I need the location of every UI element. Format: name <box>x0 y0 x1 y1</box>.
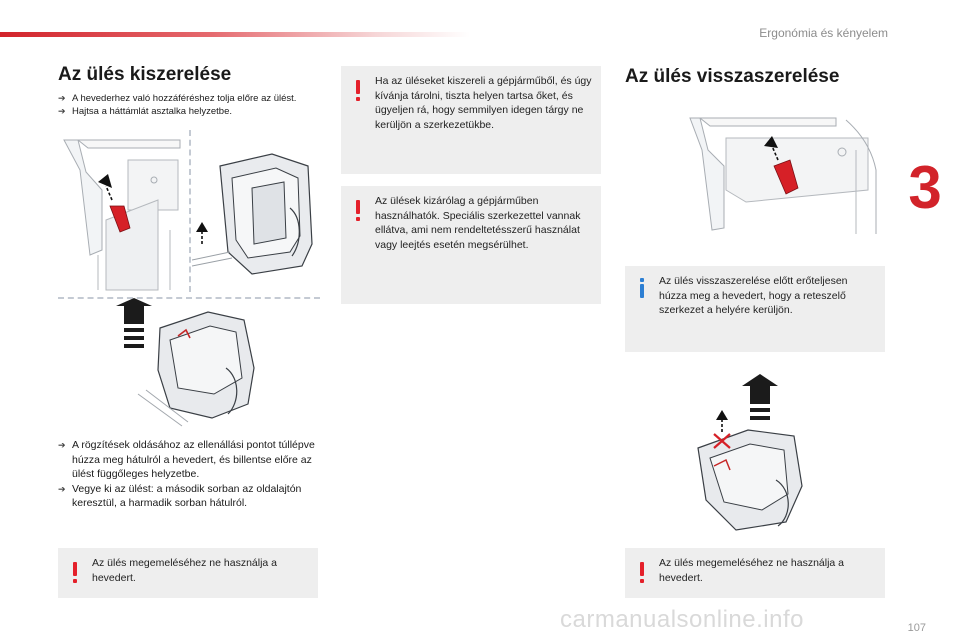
bullet-arrow-icon: ➔ <box>58 483 66 494</box>
warning-box-left <box>58 548 318 598</box>
floor-latch-illustration <box>58 130 186 295</box>
info-box-refit <box>625 266 885 352</box>
info-icon <box>639 278 645 300</box>
bullet-text: A hevederhez való hozzáféréshez tolja előre az ülést. <box>72 93 297 104</box>
bullet-arrow-icon: ➔ <box>58 93 66 103</box>
chapter-number: 3 <box>908 154 942 221</box>
warning-exclamation-icon <box>639 562 645 584</box>
section-title: Ergonómia és kényelem <box>759 26 888 40</box>
watermark: carmanualsonline.info <box>560 606 804 633</box>
removal-steps <box>58 438 320 511</box>
list-item <box>58 438 320 482</box>
warning-exclamation-icon <box>355 200 361 222</box>
refit-seat-illustration <box>690 370 840 534</box>
warning-text: Az ülés megemeléséhez ne használja a hevedert. <box>92 557 278 584</box>
removal-bullets <box>58 92 328 118</box>
page-number: 107 <box>907 622 926 634</box>
warning-text: Az ülés megemeléséhez ne használja a hevedert. <box>659 557 845 584</box>
step-text: A rögzítések oldásához az ellenállási pontot túllépve húzza meg hátulról a hevedert, és billentse előre az ülést függőleges helyzetbe. <box>72 439 315 480</box>
warning-exclamation-icon <box>72 562 78 584</box>
divider-vertical <box>189 130 191 292</box>
list-item <box>58 482 320 511</box>
seat-lift-illustration <box>108 298 276 430</box>
refit-title: Az ülés visszaszerelése <box>625 66 840 87</box>
list-item <box>58 105 328 118</box>
bullet-arrow-icon: ➔ <box>58 440 66 450</box>
header-accent-bar <box>0 32 470 37</box>
bullet-text: Hajtsa a háttámlát asztalka helyzetbe. <box>72 106 233 117</box>
warning-text: Ha az üléseket kiszereli a gépjárműből, és úgy kívánja tárolni, tiszta helyen tartsa őket, és ügyeljen rá, hogy semmilyen idegen tárgy ne kerüljön a szerkezetükbe. <box>375 75 592 131</box>
list-item <box>58 92 328 105</box>
warning-box-right <box>625 548 885 598</box>
warning-box-usage <box>341 186 601 304</box>
refit-illustration-spacer <box>628 112 630 236</box>
warning-box-storage <box>341 66 601 174</box>
refit-latch-illustration <box>686 110 886 240</box>
removal-title: Az ülés kiszerelése <box>58 64 232 85</box>
warning-text: Az ülések kizárólag a gépjárműben használhatók. Speciális szerkezettel vannak ellátva, ami nem rendeltetésszerű használat vagy leejtés esetén megsérülhet. <box>375 195 581 251</box>
bullet-arrow-icon: ➔ <box>58 106 66 116</box>
step-text: Vegye ki az ülést: a második sorban az oldalajtón keresztül, a harmadik sorban hátulról. <box>72 482 302 509</box>
folded-seat-illustration <box>192 148 320 296</box>
info-text: Az ülés visszaszerelése előtt erőteljesen húzza meg a hevedert, hogy a reteszelő szerkezet a helyére kerüljön. <box>659 275 848 316</box>
warning-exclamation-icon <box>355 80 361 102</box>
